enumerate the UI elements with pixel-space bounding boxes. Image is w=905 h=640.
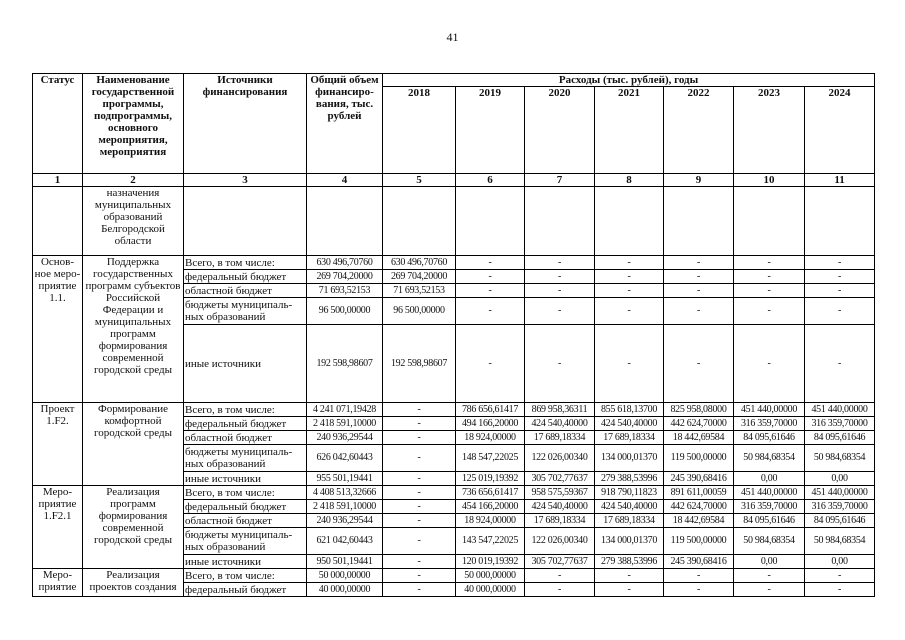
total-cell: 621 042,60443 [307,528,383,555]
total-cell: 192 598,98607 [307,325,383,403]
value-cell: - [456,284,525,298]
total-cell: 950 501,19441 [307,555,383,569]
empty-cell [805,187,875,256]
value-cell: 316 359,70000 [805,417,875,431]
program-name-cell: Поддержка государственных программ субъектов Российской Федерации и муниципальных программ формирования современной городской среды [83,256,184,403]
value-cell: - [383,417,456,431]
empty-cell [184,187,307,256]
value-cell: 424 540,40000 [595,500,664,514]
value-cell: 305 702,77637 [525,472,595,486]
value-cell: 40 000,00000 [456,583,525,597]
value-cell: 316 359,70000 [734,500,805,514]
value-cell: 122 026,00340 [525,445,595,472]
value-cell: 454 166,20000 [456,500,525,514]
value-cell: - [456,270,525,284]
continuation-name: назначения муниципальных образований Белгородской области [83,187,184,256]
source-cell: областной бюджет [184,431,307,445]
value-cell: - [734,569,805,583]
source-cell: Всего, в том числе: [184,256,307,270]
empty-cell [307,187,383,256]
program-name-cell: Реализация программ формирования современной городской среды [83,486,184,569]
total-cell: 626 042,60443 [307,445,383,472]
empty-cell [595,187,664,256]
value-cell: - [805,256,875,270]
empty-cell [456,187,525,256]
value-cell: 17 689,18334 [595,431,664,445]
empty-cell [383,187,456,256]
value-cell: 17 689,18334 [525,514,595,528]
column-number: 10 [734,174,805,187]
source-cell: бюджеты муниципаль-ных образований [184,528,307,555]
value-cell: 71 693,52153 [383,284,456,298]
value-cell: 134 000,01370 [595,445,664,472]
value-cell: - [456,256,525,270]
total-cell: 240 936,29544 [307,431,383,445]
value-cell: 0,00 [805,555,875,569]
value-cell: - [805,569,875,583]
value-cell: 192 598,98607 [383,325,456,403]
value-cell: 424 540,40000 [595,417,664,431]
value-cell: 451 440,00000 [805,486,875,500]
value-cell: - [734,583,805,597]
value-cell: - [525,298,595,325]
column-number: 2 [83,174,184,187]
total-cell: 40 000,00000 [307,583,383,597]
value-cell: 918 790,11823 [595,486,664,500]
total-cell: 269 704,20000 [307,270,383,284]
empty-cell [734,187,805,256]
value-cell: - [595,284,664,298]
budget-table [32,73,875,597]
value-cell: 279 388,53996 [595,555,664,569]
value-cell: - [805,284,875,298]
program-name-cell: Реализация проектов создания [83,569,184,597]
value-cell: - [595,569,664,583]
total-cell: 2 418 591,10000 [307,417,383,431]
value-cell: - [383,555,456,569]
total-cell: 50 000,00000 [307,569,383,583]
source-cell: областной бюджет [184,284,307,298]
table-row [33,256,875,270]
header-year: 2023 [734,87,805,174]
value-cell: - [734,256,805,270]
value-cell: 630 496,70760 [383,256,456,270]
table-row [33,486,875,500]
value-cell: 0,00 [805,472,875,486]
source-cell: бюджеты муниципаль-ных образований [184,445,307,472]
value-cell: 50 000,00000 [456,569,525,583]
value-cell: 451 440,00000 [805,403,875,417]
value-cell: - [664,583,734,597]
header-year: 2019 [456,87,525,174]
column-number-row [33,174,875,187]
column-number: 9 [664,174,734,187]
value-cell: - [664,270,734,284]
source-cell: Всего, в том числе: [184,403,307,417]
value-cell: 84 095,61646 [805,431,875,445]
value-cell: - [805,298,875,325]
status-cell: Меро-приятие [33,569,83,597]
header-year: 2024 [805,87,875,174]
value-cell: 855 618,13700 [595,403,664,417]
header-year: 2021 [595,87,664,174]
header-year: 2020 [525,87,595,174]
value-cell: 120 019,19392 [456,555,525,569]
value-cell: 125 019,19392 [456,472,525,486]
value-cell: - [805,325,875,403]
value-cell: 269 704,20000 [383,270,456,284]
value-cell: 50 984,68354 [734,445,805,472]
status-cell: Основ-ное меро-приятие 1.1. [33,256,83,403]
value-cell: 424 540,40000 [525,417,595,431]
value-cell: 442 624,70000 [664,500,734,514]
value-cell: 442 624,70000 [664,417,734,431]
value-cell: 316 359,70000 [734,417,805,431]
value-cell: - [734,270,805,284]
source-cell: бюджеты муниципаль-ных образований [184,298,307,325]
value-cell: - [383,514,456,528]
empty-cell [525,187,595,256]
value-cell: - [734,325,805,403]
source-cell: Всего, в том числе: [184,486,307,500]
value-cell: 143 547,22025 [456,528,525,555]
column-number: 6 [456,174,525,187]
source-cell: иные источники [184,472,307,486]
source-cell: иные источники [184,555,307,569]
total-cell: 4 408 513,32666 [307,486,383,500]
value-cell: - [664,284,734,298]
value-cell: 18 442,69584 [664,514,734,528]
value-cell: 494 166,20000 [456,417,525,431]
table-row [33,569,875,583]
value-cell: 825 958,08000 [664,403,734,417]
empty-cell [33,187,83,256]
value-cell: 96 500,00000 [383,298,456,325]
value-cell: 84 095,61646 [805,514,875,528]
value-cell: - [525,325,595,403]
header-year: 2018 [383,87,456,174]
value-cell: 958 575,59367 [525,486,595,500]
value-cell: 119 500,00000 [664,528,734,555]
value-cell: 18 924,00000 [456,514,525,528]
value-cell: 451 440,00000 [734,486,805,500]
value-cell: 786 656,61417 [456,403,525,417]
column-number: 7 [525,174,595,187]
value-cell: - [595,325,664,403]
value-cell: - [383,486,456,500]
value-cell: - [664,569,734,583]
header-total: Общий объем финансиро-вания, тыс. рублей [307,74,383,174]
value-cell: 736 656,61417 [456,486,525,500]
value-cell: 17 689,18334 [595,514,664,528]
value-cell: 245 390,68416 [664,555,734,569]
value-cell: 50 984,68354 [805,528,875,555]
value-cell: - [456,325,525,403]
source-cell: иные источники [184,325,307,403]
value-cell: 316 359,70000 [805,500,875,514]
value-cell: 134 000,01370 [595,528,664,555]
value-cell: 50 984,68354 [805,445,875,472]
column-number: 5 [383,174,456,187]
value-cell: - [595,583,664,597]
value-cell: - [525,256,595,270]
value-cell: - [383,583,456,597]
value-cell: - [456,298,525,325]
header-name: Наименование государственной программы, подпрограммы, основного мероприятия, мероприятия [83,74,184,174]
value-cell: - [525,583,595,597]
value-cell: - [383,445,456,472]
header-expenses: Расходы (тыс. рублей), годы [383,74,875,87]
value-cell: 119 500,00000 [664,445,734,472]
source-cell: федеральный бюджет [184,417,307,431]
value-cell: 424 540,40000 [525,500,595,514]
value-cell: - [595,298,664,325]
value-cell: - [664,325,734,403]
value-cell: 305 702,77637 [525,555,595,569]
value-cell: - [383,403,456,417]
value-cell: 18 442,69584 [664,431,734,445]
source-cell: федеральный бюджет [184,270,307,284]
value-cell: - [664,298,734,325]
value-cell: - [383,472,456,486]
value-cell: 869 958,36311 [525,403,595,417]
value-cell: 279 388,53996 [595,472,664,486]
value-cell: 148 547,22025 [456,445,525,472]
value-cell: - [664,256,734,270]
source-cell: федеральный бюджет [184,500,307,514]
source-cell: областной бюджет [184,514,307,528]
value-cell: - [383,528,456,555]
value-cell: - [525,270,595,284]
total-cell: 955 501,19441 [307,472,383,486]
source-cell: Всего, в том числе: [184,569,307,583]
value-cell: - [734,284,805,298]
value-cell: 122 026,00340 [525,528,595,555]
value-cell: 18 924,00000 [456,431,525,445]
value-cell: 84 095,61646 [734,431,805,445]
value-cell: - [595,256,664,270]
value-cell: 50 984,68354 [734,528,805,555]
total-cell: 4 241 071,19428 [307,403,383,417]
value-cell: - [525,569,595,583]
column-number: 3 [184,174,307,187]
value-cell: - [383,569,456,583]
page-number: 41 [446,30,459,44]
value-cell: - [805,270,875,284]
continuation-row [33,187,875,256]
status-cell: Проект 1.F2. [33,403,83,486]
value-cell: - [383,500,456,514]
table-row [33,403,875,417]
value-cell: - [595,270,664,284]
total-cell: 240 936,29544 [307,514,383,528]
total-cell: 96 500,00000 [307,298,383,325]
column-number: 11 [805,174,875,187]
status-cell: Меро-приятие 1.F2.1 [33,486,83,569]
value-cell: 17 689,18334 [525,431,595,445]
column-number: 1 [33,174,83,187]
total-cell: 630 496,70760 [307,256,383,270]
value-cell: 0,00 [734,472,805,486]
total-cell: 71 693,52153 [307,284,383,298]
value-cell: - [383,431,456,445]
column-number: 8 [595,174,664,187]
value-cell: 245 390,68416 [664,472,734,486]
value-cell: - [734,298,805,325]
value-cell: 0,00 [734,555,805,569]
source-cell: федеральный бюджет [184,583,307,597]
header-year: 2022 [664,87,734,174]
header-source: Источники финансирования [184,74,307,174]
value-cell: - [805,583,875,597]
total-cell: 2 418 591,10000 [307,500,383,514]
program-name-cell: Формирование комфортной городской среды [83,403,184,486]
value-cell: - [525,284,595,298]
value-cell: 451 440,00000 [734,403,805,417]
value-cell: 84 095,61646 [734,514,805,528]
empty-cell [664,187,734,256]
header-status: Статус [33,74,83,174]
column-number: 4 [307,174,383,187]
value-cell: 891 611,00059 [664,486,734,500]
